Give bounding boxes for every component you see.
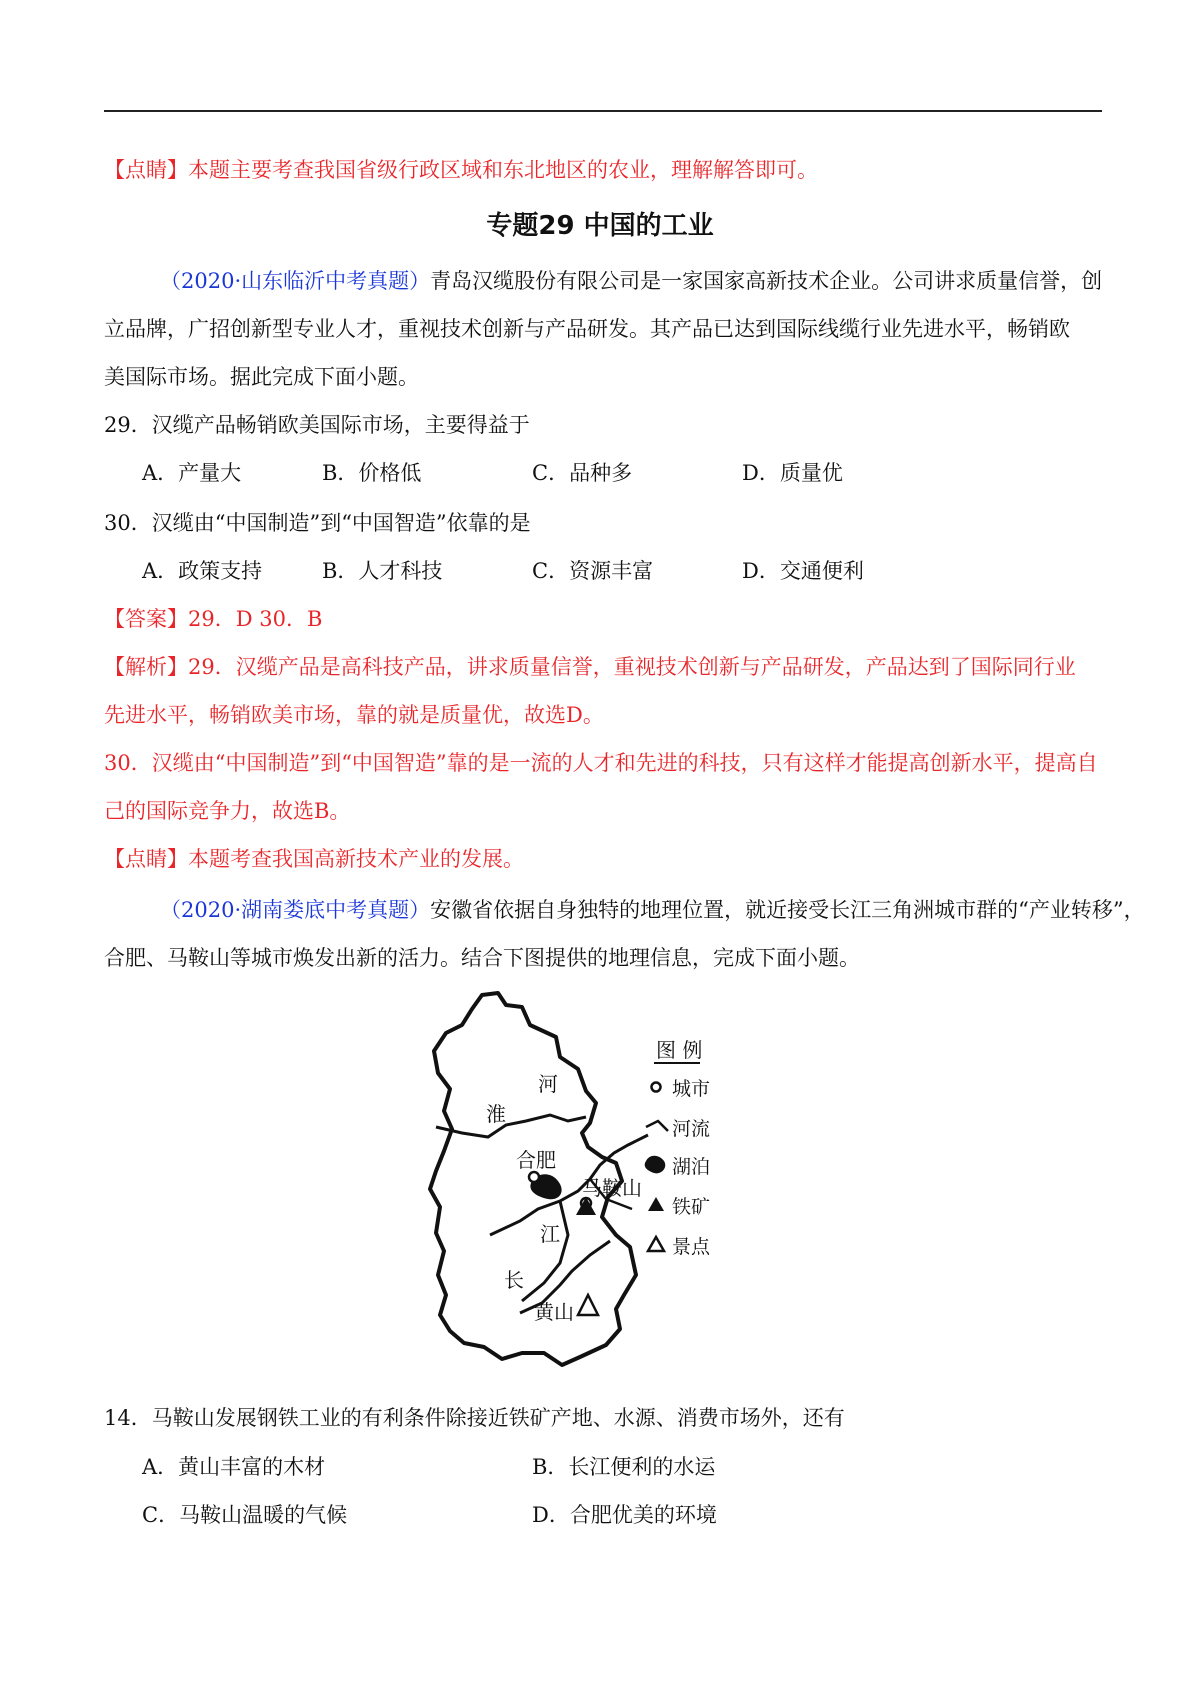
q29-option-d: D．质量优 [742, 461, 843, 485]
q1-intro-line1 [160, 266, 1102, 296]
q30-option-d: D．交通便利 [742, 559, 864, 583]
legend-iron: 铁矿 [672, 1196, 711, 1218]
huangshan-scenic-marker [578, 1295, 598, 1315]
label-hefei: 合肥 [516, 1148, 556, 1172]
q1-intro-line3: 美国际市场。据此完成下面小题。 [104, 365, 419, 389]
q1-analysis-line2: 先进水平，畅销欧美市场，靠的就是质量优，故选D。 [104, 703, 604, 727]
previous-tip: 【点睛】本题主要考查我国省级行政区域和东北地区的农业，理解解答即可。 [104, 158, 818, 182]
q29-option-b: B．价格低 [322, 461, 422, 485]
q29-option-c: C．品种多 [532, 461, 633, 485]
anhui-map [410, 985, 800, 1375]
q2-intro-line2: 合肥、马鞍山等城市焕发出新的活力。结合下图提供的地理信息，完成下面小题。 [104, 946, 860, 970]
label-huai: 淮 [486, 1102, 506, 1126]
legend-scenic: 景点 [672, 1236, 711, 1258]
label-maanshan: 马鞍山 [582, 1176, 642, 1200]
q1-analysis-line4: 己的国际竞争力，故选B。 [104, 799, 351, 823]
q1-analysis-line1: 【解析】29．汉缆产品是高科技产品，讲求质量信誉，重视技术创新与产品研发，产品达到了国际同行业 [104, 655, 1076, 679]
q2-source: （2020·湖南娄底中考真题） [160, 898, 431, 922]
hefei-city-marker [529, 1172, 539, 1182]
q14-option-d: D．合肥优美的环境 [532, 1503, 717, 1527]
q29-stem: 29．汉缆产品畅销欧美国际市场，主要得益于 [104, 413, 530, 437]
legend-scenic-icon [648, 1237, 664, 1251]
q1-tip: 【点睛】本题考查我国高新技术产业的发展。 [104, 847, 524, 871]
q30-option-b: B．人才科技 [322, 559, 443, 583]
q14-option-c: C．马鞍山温暖的气候 [142, 1503, 348, 1527]
q1-analysis-line3: 30．汉缆由“中国制造”到“中国智造”靠的是一流的人才和先进的科技，只有这样才能提高创新水平，提高自 [104, 751, 1098, 775]
section-title: 专题29 中国的工业 [486, 211, 714, 241]
label-jiang: 江 [540, 1222, 560, 1246]
q14-stem: 14．马鞍山发展钢铁工业的有利条件除接近铁矿产地、水源、消费市场外，还有 [104, 1406, 845, 1430]
q14-option-b: B．长江便利的水运 [532, 1455, 716, 1479]
q14-option-a: A．黄山丰富的木材 [142, 1455, 326, 1479]
huai-river [436, 1115, 586, 1137]
q1-source: （2020·山东临沂中考真题） [160, 269, 431, 293]
legend-lake: 湖泊 [672, 1156, 711, 1178]
q30-option-c: C．资源丰富 [532, 559, 654, 583]
legend-lake-icon [645, 1156, 666, 1174]
q2-intro-line1 [160, 895, 1145, 925]
label-he: 河 [538, 1072, 558, 1096]
q1-answer: 【答案】29．D 30．B [104, 607, 323, 631]
q30-option-a: A．政策支持 [142, 559, 263, 583]
legend-iron-icon [648, 1197, 664, 1211]
q2-intro-text1: 安徽省依据自身独特的地理位置，就近接受长江三角洲城市群的“产业转移”， [430, 898, 1145, 922]
q1-intro-text1: 青岛汉缆股份有限公司是一家国家高新技术企业。公司讲求质量信誉，创 [430, 269, 1103, 293]
label-huangshan: 黄山 [534, 1300, 574, 1324]
legend-city: 城市 [672, 1078, 711, 1100]
header-rule [104, 110, 1102, 112]
legend-river-icon [646, 1121, 668, 1131]
q30-stem: 30．汉缆由“中国制造”到“中国智造”依靠的是 [104, 511, 531, 535]
q29-option-a: A．产量大 [142, 461, 242, 485]
legend-title: 图 例 [656, 1038, 703, 1062]
q1-intro-line2: 立品牌，广招创新型专业人才，重视技术创新与产品研发。其产品已达到国际线缆行业先进水平，畅销欧 [104, 317, 1070, 341]
legend-city-icon [652, 1083, 661, 1092]
map-legend [645, 1038, 711, 1258]
legend-river: 河流 [672, 1118, 711, 1140]
label-chang: 长 [504, 1268, 524, 1292]
